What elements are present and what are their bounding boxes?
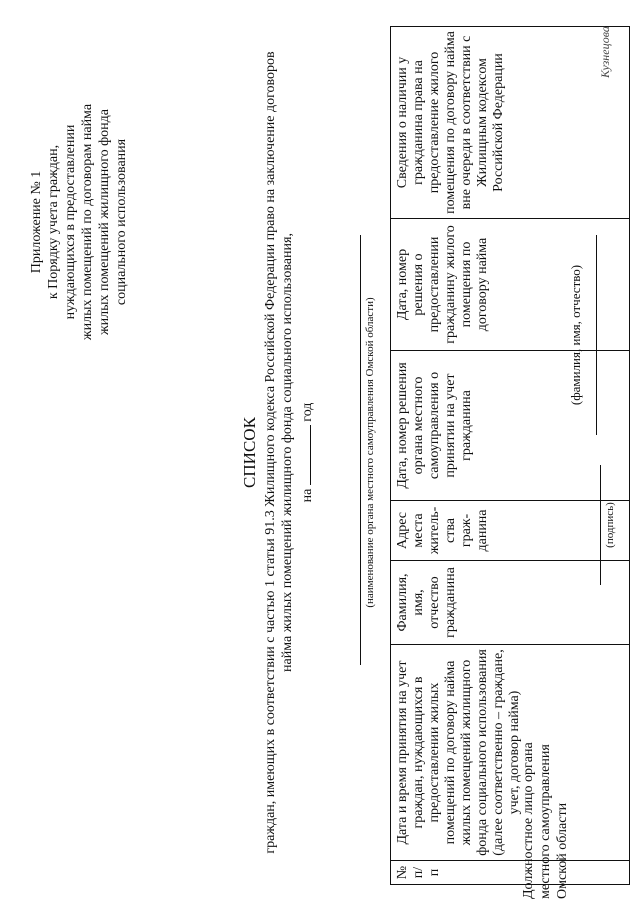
appendix-line: жилых помещений жилищного фонда bbox=[97, 108, 112, 336]
name-underline bbox=[596, 235, 598, 435]
name-caption: (фамилия, имя, отчество) bbox=[568, 264, 583, 406]
authority-caption: (наименование органа местного самоуправления Омской области) bbox=[364, 297, 376, 608]
handwritten-stamp: Кузнецова bbox=[598, 26, 612, 78]
document-title: СПИСОК bbox=[240, 417, 259, 488]
signature-underline bbox=[600, 465, 602, 585]
official-signature-block bbox=[520, 599, 571, 899]
appendix-line: социального использования bbox=[114, 138, 129, 306]
appendix-line: нуждающихся в предоставлении bbox=[63, 124, 78, 320]
register-table bbox=[390, 26, 630, 885]
date-blank bbox=[298, 425, 311, 485]
col-full-name: Фамилия, имя, отчество гражданина bbox=[391, 561, 630, 645]
appendix-line: к Порядку учета граждан, bbox=[46, 144, 61, 300]
official-line: Омской области bbox=[555, 802, 570, 899]
col-number: № п/п bbox=[391, 861, 630, 885]
appendix-line: жилых помещений по договорам найма bbox=[80, 103, 95, 341]
date-suffix: год bbox=[300, 402, 315, 422]
appendix-heading bbox=[28, 12, 130, 432]
col-registration-date: Дата и время принятия на учет граждан, нуждающихся в предоставлении жилых помещений по договору найма жилых помещений жилищного фонда социального использования (далее соответственно – граждане, учет, договор найма) bbox=[391, 645, 630, 861]
col-address: Адрес места житель-ства граж-данина bbox=[391, 501, 630, 561]
date-line bbox=[298, 0, 316, 905]
col-registration-decision: Дата, номер решения органа местного самоуправления о принятии на учет гражданина bbox=[391, 351, 630, 501]
col-housing-decision: Дата, номер решения о предоставлении гражданину жилого помещения по договору найма bbox=[391, 219, 630, 351]
list-description: граждан, имеющих в соответствии с частью 1 статьи 91.3 Жилищного кодекса Российской Федерации право на заключение договоров найма жилых помещений жилищного фонда социального использования, bbox=[263, 51, 295, 854]
official-line: Должностное лицо органа bbox=[521, 742, 536, 899]
table-header-row bbox=[391, 27, 630, 885]
authority-underline bbox=[360, 235, 362, 665]
appendix-line: Приложение № 1 bbox=[29, 170, 44, 274]
official-line: местного самоуправления bbox=[538, 744, 553, 899]
col-priority-right: Сведения о наличии у гражданина права на предоставление жилого помещения по договору найма вне очереди в соответствии с Жилищным кодексом Российской Федерации bbox=[391, 27, 630, 219]
signature-caption: (подпись) bbox=[604, 502, 616, 548]
date-prefix: на bbox=[300, 488, 315, 503]
